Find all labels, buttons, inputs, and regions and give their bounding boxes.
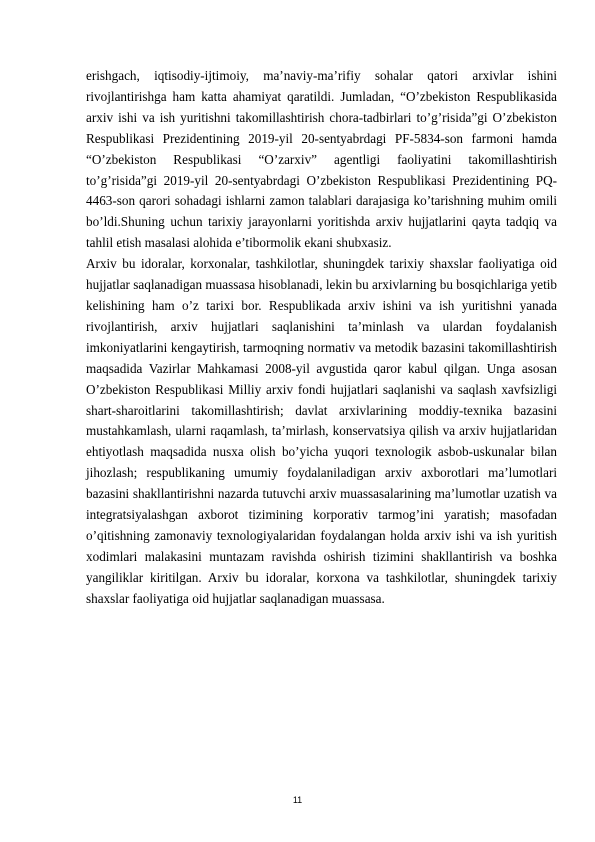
paragraph-1: erishgach, iqtisodiy-ijtimoiy, ma’naviy-ma’rifiy sohalar qatori arxivlar ishini rivojlantirishga ham katta ahamiyat qaratildi. Jumladan, “O’zbekiston Respublikasida arxiv ishi va ish yuritishni takomillashtirish chora-tadbirlari to’g’risida”gi O’zbekiston Respublikasi Prezidentining 2019-yil 20-sentyabrdagi PF-5834-son farmoni hamda “O’zbekiston Respublikasi “O’zarxiv” agentligi faoliyatini takomillashtirish to’g’risida”gi 2019-yil 20-sentyabrdagi O’zbekiston Respublikasi Prezidentining PQ-4463-son qarori sohadagi ishlarni zamon talablari darajasiga ko’tarishning muhim omili bo’ldi.Shuning uchun tarixiy jarayonlarni yoritishda arxiv hujjatlarini qayta tadqiq va tahlil etish masalasi alohida e’tibormolik ekani shubxasiz. bbox=[86, 68, 557, 251]
paragraph-2: Arxiv bu idoralar, korxonalar, tashkilotlar, shuningdek tarixiy shaxslar faoliyatiga oid hujjatlar saqlanadigan muassasa hisoblanadi, lekin bu arxivlarning bu bosqichlariga yetib kelishining ham o’z tarixi bor. Respublikada arxiv ishini va ish yuritishni yanada rivojlantirish, arxiv hujjatlari saqlanishini ta’minlash va ulardan foydalanish imkoniyatlarini kengaytirish, tarmoqning normativ va metodik bazasini takomillashtirish maqsadida Vazirlar Mahkamasi 2008-yil avgustida qaror kabul qilgan. Unga asosan O’zbekiston Respublikasi Milliy arxiv fondi hujjatlari saqlanishi va saqlash xavfsizligi shart-sharoitlarini takomillashtirish; davlat arxivlarining moddiy-texnika bazasini mustahkamlash, ularni raqamlash, ta’mirlash, konservatsiya qilish va arxiv hujjatlaridan ehtiyotlash maqsadida nusxa olish bo’yicha yuqori texnologik asbob-uskunalar bilan jihozlash; respublikaning umumiy foydalaniladigan arxiv axborotlari ma’lumotlari bazasini shakllantirishni nazarda tutuvchi arxiv muassasalarining ma’lumotlar uzatish va integratsiyalashgan axborot tizimining korporativ tarmog’ini yaratish; masofadan o’qitishning zamonaviy texnologiyalaridan foydalangan holda arxiv ishi va ish yuritish xodimlari malakasini muntazam ravishda oshirish tizimini shakllantirish va boshka yangiliklar kiritilgan. Arxiv bu idoralar, korxona va tashkilotlar, shuningdek tarixiy shaxslar faoliyatiga oid hujjatlar saqlanadigan muassasa. bbox=[86, 256, 557, 606]
page-number: 11 bbox=[292, 795, 303, 805]
body-text bbox=[86, 66, 557, 610]
